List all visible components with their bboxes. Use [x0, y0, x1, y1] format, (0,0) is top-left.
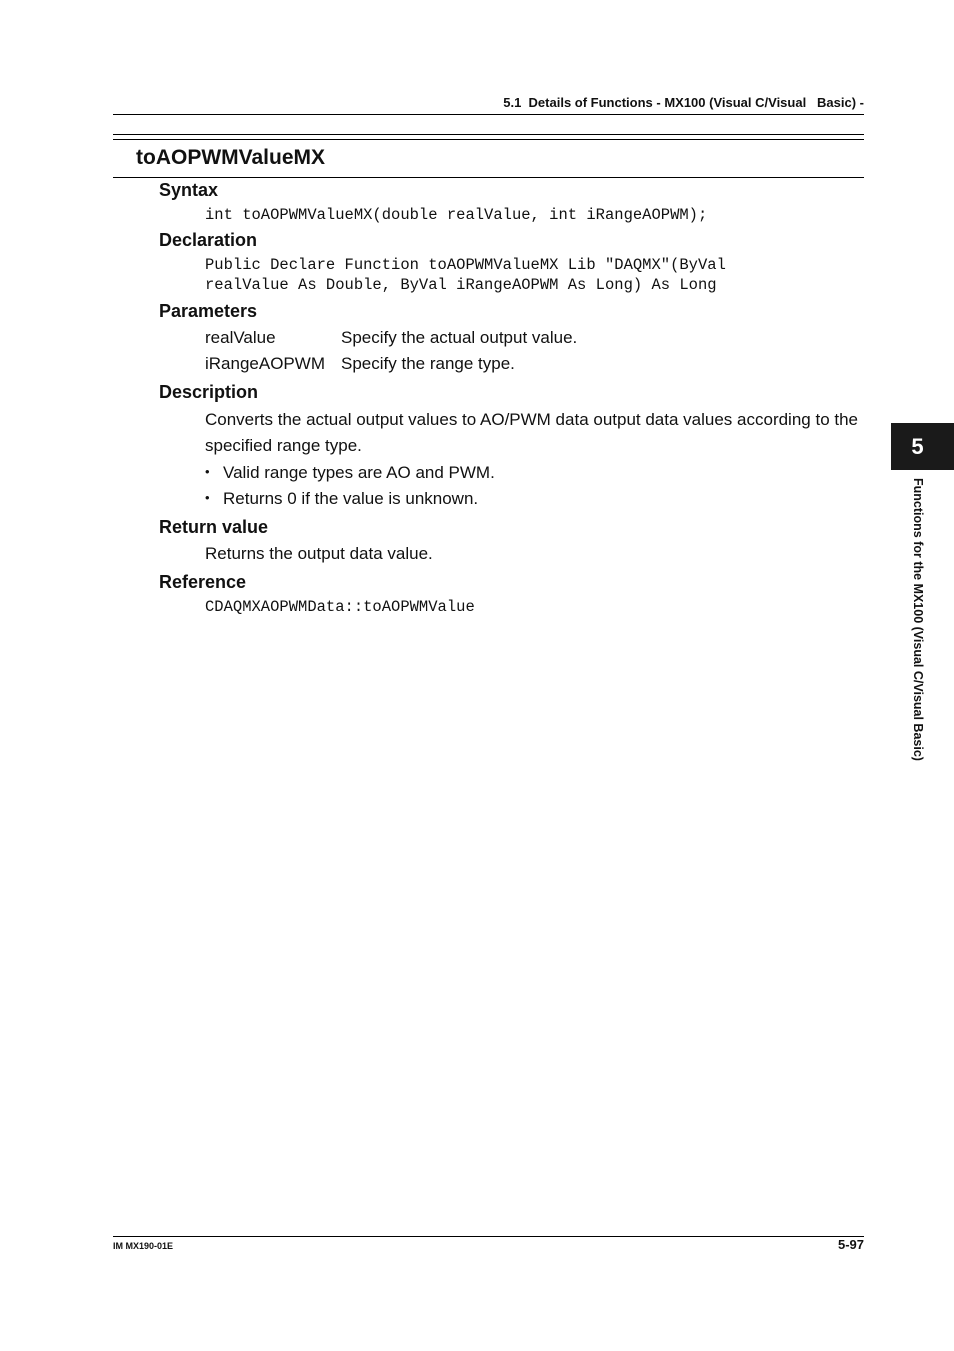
- description-heading: Description: [159, 382, 259, 402]
- footer-rule: [113, 1236, 864, 1237]
- reference-heading: Reference: [159, 572, 247, 592]
- bullet-symbol: •: [205, 490, 210, 505]
- declaration-code-line1: Public Declare Function toAOPWMValueMX Lib "DAQMX"(ByVal: [205, 256, 726, 274]
- title-rule-top: [113, 134, 864, 135]
- parameter-name: realValue: [205, 328, 276, 347]
- syntax-heading: Syntax: [159, 180, 219, 200]
- bullet-symbol: •: [205, 464, 210, 479]
- function-title: toAOPWMValueMX: [136, 146, 326, 169]
- chapter-tab: 5: [891, 423, 954, 470]
- footer-page-number: 5-97: [837, 1237, 864, 1252]
- syntax-code: int toAOPWMValueMX(double realValue, int iRangeAOPWM);: [205, 206, 708, 224]
- description-text: Converts the actual output values to AO/PWM data output data values according to the specified range type.: [205, 410, 858, 455]
- reference-code: CDAQMXAOPWMData::toAOPWMValue: [205, 598, 475, 616]
- return-value-heading: Return value: [159, 517, 269, 537]
- parameter-description: Specify the range type.: [341, 354, 515, 373]
- return-value-text: Returns the output data value.: [205, 544, 433, 563]
- parameter-description: Specify the actual output value.: [341, 328, 578, 347]
- running-header: 5.1 Details of Functions - MX100 (Visual C/Visual Basic) -: [113, 95, 864, 115]
- chapter-side-title: Functions for the MX100 (Visual C/Visual Basic): [911, 478, 925, 761]
- parameters-heading: Parameters: [159, 301, 258, 321]
- declaration-code-line2: realValue As Double, ByVal iRangeAOPWM As Long) As Long: [205, 276, 717, 294]
- parameter-name: iRangeAOPWM: [205, 354, 325, 373]
- declaration-heading: Declaration: [159, 230, 258, 250]
- title-rule-bottom: [113, 177, 864, 178]
- footer-doc-id: IM MX190-01E: [113, 1241, 174, 1251]
- bullet-text: Valid range types are AO and PWM.: [223, 463, 495, 482]
- title-rule-double: [113, 139, 864, 140]
- bullet-text: Returns 0 if the value is unknown.: [223, 489, 479, 508]
